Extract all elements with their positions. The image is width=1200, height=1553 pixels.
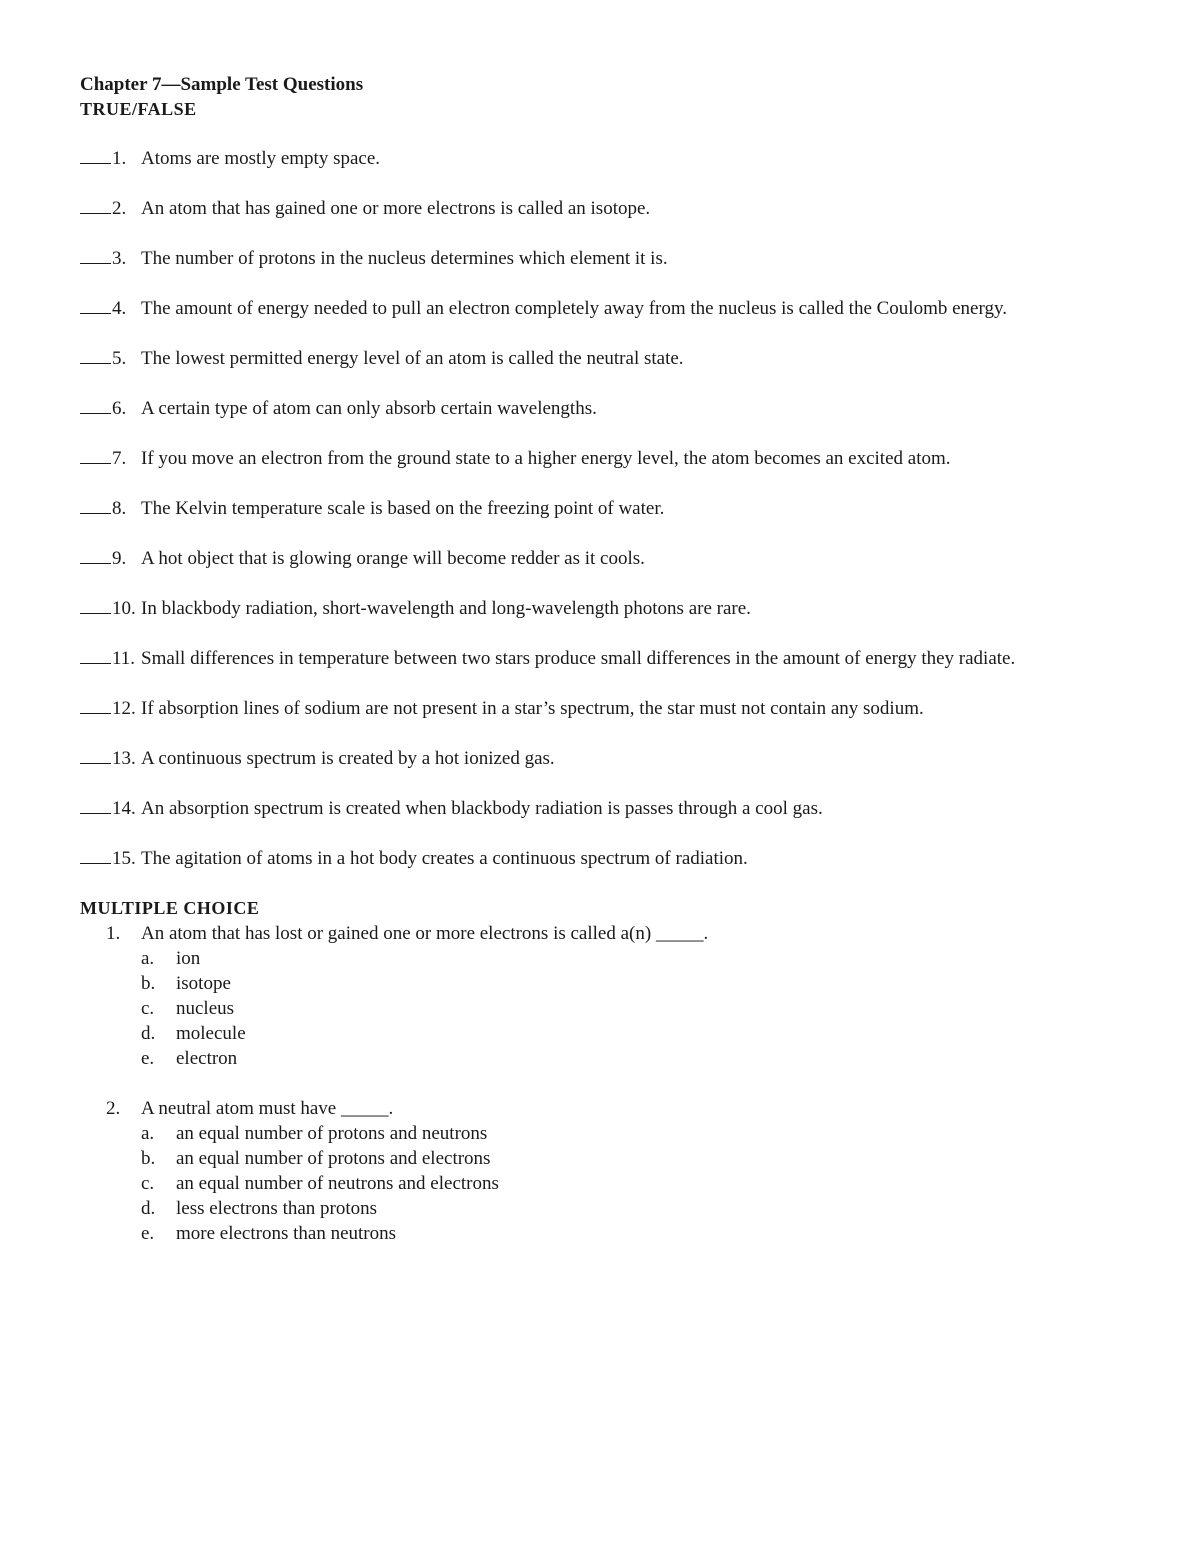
- choice-text: an equal number of protons and electrons: [176, 1148, 491, 1169]
- choice-letter: a.: [141, 948, 155, 969]
- choice-letter: d.: [141, 1023, 156, 1044]
- tf-question: [80, 696, 1080, 721]
- tf-question-number: 13.: [80, 746, 136, 771]
- choice-letter: c.: [141, 998, 155, 1019]
- tf-question-text: In blackbody radiation, short-wavelength and long-wavelength photons are rare.: [141, 598, 751, 619]
- mc-choice[interactable]: [141, 1046, 1080, 1071]
- spacer: [80, 1071, 1080, 1096]
- tf-question-number: 12.: [80, 696, 136, 721]
- choice-letter: c.: [141, 1173, 155, 1194]
- choice-text: electron: [176, 1048, 238, 1069]
- tf-question-text: The agitation of atoms in a hot body creates a continuous spectrum of radiation.: [141, 848, 748, 869]
- mc-choice[interactable]: [141, 971, 1080, 996]
- choice-text: nucleus: [176, 998, 235, 1019]
- multiple-choice-heading: MULTIPLE CHOICE: [80, 898, 260, 918]
- mc-question-text: A neutral atom must have _____.: [141, 1098, 394, 1119]
- tf-question-text: The number of protons in the nucleus determines which element it is.: [141, 248, 668, 269]
- choice-letter: b.: [141, 973, 156, 994]
- answer-blank[interactable]: [80, 646, 111, 664]
- answer-blank[interactable]: [80, 346, 111, 364]
- tf-question: [80, 546, 1080, 571]
- true-false-heading: TRUE/FALSE: [80, 99, 197, 119]
- answer-blank[interactable]: [80, 246, 111, 264]
- document-page: [80, 72, 1080, 1246]
- tf-question-number: 4.: [80, 296, 126, 321]
- mc-question-text: An atom that has lost or gained one or more electrons is called a(n) _____.: [141, 923, 709, 944]
- tf-question-text: Atoms are mostly empty space.: [141, 148, 381, 169]
- answer-blank[interactable]: [80, 546, 111, 564]
- mc-choice[interactable]: [141, 1171, 1080, 1196]
- tf-question-text: The amount of energy needed to pull an electron completely away from the nucleus is called the Coulomb energy.: [141, 298, 1007, 319]
- tf-question-number: 11.: [80, 646, 135, 671]
- tf-question: [80, 746, 1080, 771]
- tf-question-text: The lowest permitted energy level of an atom is called the neutral state.: [141, 348, 684, 369]
- tf-question: [80, 246, 1080, 271]
- answer-blank[interactable]: [80, 596, 111, 614]
- tf-question-text: Small differences in temperature between two stars produce small differences in the amount of energy they radiate.: [141, 648, 1016, 669]
- tf-question: [80, 596, 1080, 621]
- choice-text: isotope: [176, 973, 231, 994]
- choice-text: molecule: [176, 1023, 246, 1044]
- tf-question: [80, 396, 1080, 421]
- choice-text: an equal number of neutrons and electrons: [176, 1173, 499, 1194]
- mc-choice[interactable]: [141, 1021, 1080, 1046]
- choice-text: less electrons than protons: [176, 1198, 378, 1219]
- mc-choice[interactable]: [141, 1196, 1080, 1221]
- tf-question: [80, 496, 1080, 521]
- choice-letter: b.: [141, 1148, 156, 1169]
- mc-choice[interactable]: [141, 1146, 1080, 1171]
- true-false-list: [80, 146, 1080, 871]
- choice-letter: a.: [141, 1123, 155, 1144]
- mc-question-number: 2.: [106, 1098, 121, 1119]
- answer-blank[interactable]: [80, 496, 111, 514]
- tf-question: [80, 646, 1080, 671]
- answer-blank[interactable]: [80, 196, 111, 214]
- tf-question-number: 8.: [80, 496, 126, 521]
- tf-question: [80, 146, 1080, 171]
- choice-text: an equal number of protons and neutrons: [176, 1123, 488, 1144]
- tf-question: [80, 846, 1080, 871]
- tf-question-text: An atom that has gained one or more electrons is called an isotope.: [141, 198, 651, 219]
- tf-question-number: 7.: [80, 446, 126, 471]
- tf-question: [80, 196, 1080, 221]
- tf-question-text: A certain type of atom can only absorb certain wavelengths.: [141, 398, 597, 419]
- tf-question: [80, 796, 1080, 821]
- mc-choice[interactable]: [141, 1121, 1080, 1146]
- mc-question: [80, 1096, 1080, 1246]
- tf-question-number: 2.: [80, 196, 126, 221]
- mc-choice[interactable]: [141, 946, 1080, 971]
- mc-choice[interactable]: [141, 1221, 1080, 1246]
- choice-text: ion: [176, 948, 201, 969]
- tf-question-number: 1.: [80, 146, 126, 171]
- tf-question-text: A continuous spectrum is created by a hot ionized gas.: [141, 748, 555, 769]
- tf-question-number: 10.: [80, 596, 136, 621]
- tf-question-text: A hot object that is glowing orange will become redder as it cools.: [141, 548, 645, 569]
- page-title: Chapter 7—Sample Test Questions: [80, 74, 364, 95]
- tf-question-text: An absorption spectrum is created when blackbody radiation is passes through a cool gas.: [141, 798, 823, 819]
- answer-blank[interactable]: [80, 746, 111, 764]
- answer-blank[interactable]: [80, 696, 111, 714]
- tf-question-number: 5.: [80, 346, 126, 371]
- tf-question-number: 15.: [80, 846, 136, 871]
- mc-question-number: 1.: [106, 923, 121, 944]
- tf-question-number: 6.: [80, 396, 126, 421]
- mc-choice-list: [141, 1121, 1080, 1246]
- choice-text: more electrons than neutrons: [176, 1223, 397, 1244]
- answer-blank[interactable]: [80, 296, 111, 314]
- answer-blank[interactable]: [80, 396, 111, 414]
- tf-question-number: 3.: [80, 246, 126, 271]
- tf-question-number: 14.: [80, 796, 136, 821]
- answer-blank[interactable]: [80, 446, 111, 464]
- answer-blank[interactable]: [80, 796, 111, 814]
- tf-question-text: If absorption lines of sodium are not present in a star’s spectrum, the star must not contain any sodium.: [141, 698, 924, 719]
- mc-choice[interactable]: [141, 996, 1080, 1021]
- mc-choice-list: [141, 946, 1080, 1071]
- tf-question: [80, 346, 1080, 371]
- tf-question-text: If you move an electron from the ground state to a higher energy level, the atom becomes an excited atom.: [141, 448, 951, 469]
- multiple-choice-section: [80, 896, 1080, 1246]
- tf-question-text: The Kelvin temperature scale is based on the freezing point of water.: [141, 498, 665, 519]
- answer-blank[interactable]: [80, 146, 111, 164]
- answer-blank[interactable]: [80, 846, 111, 864]
- tf-question-number: 9.: [80, 546, 126, 571]
- choice-letter: e.: [141, 1223, 155, 1244]
- choice-letter: d.: [141, 1198, 156, 1219]
- tf-question: [80, 446, 1080, 471]
- tf-question: [80, 296, 1080, 321]
- mc-question: [80, 921, 1080, 1071]
- choice-letter: e.: [141, 1048, 155, 1069]
